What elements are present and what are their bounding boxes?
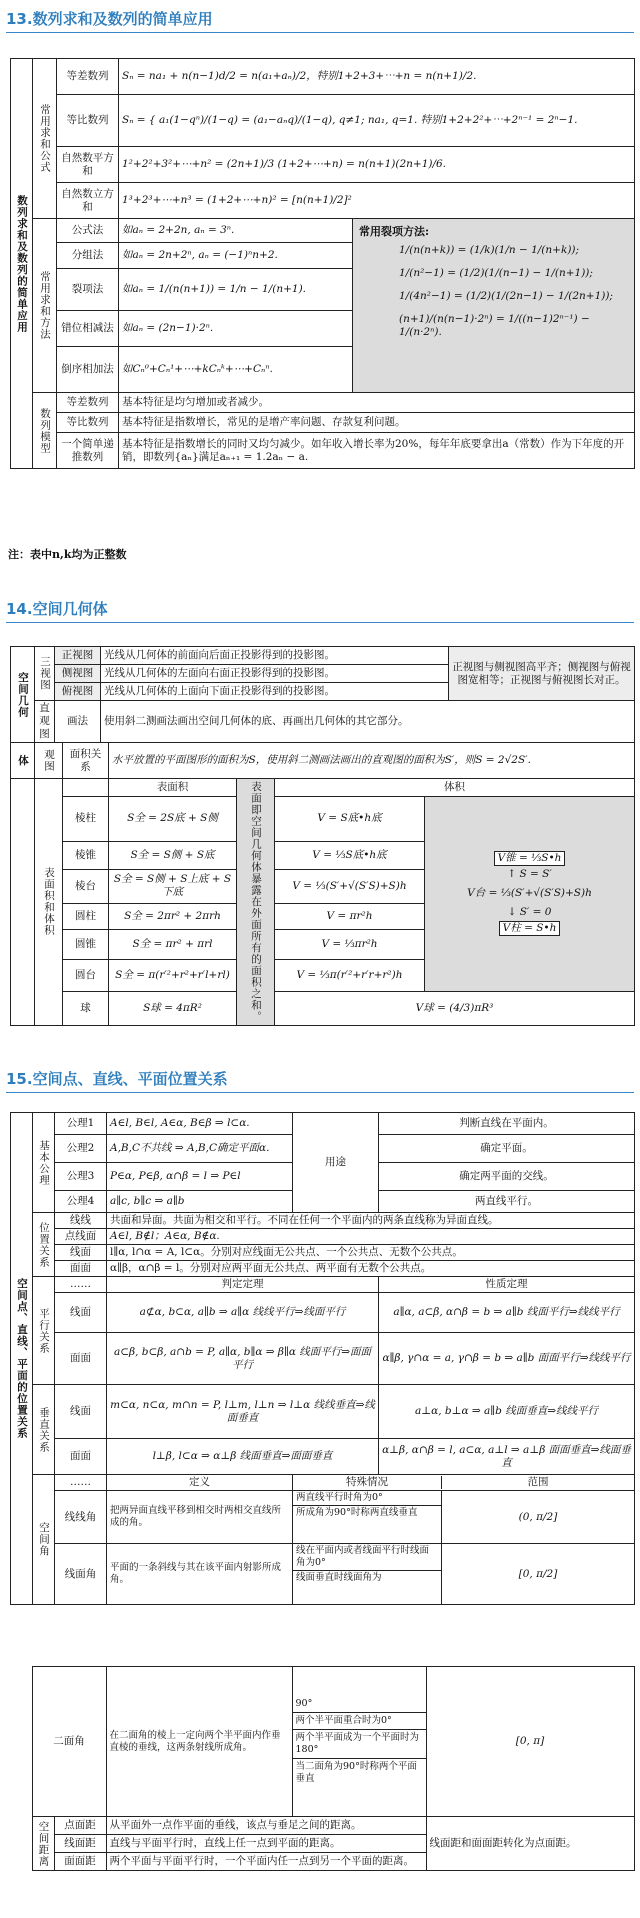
angle-range: (0, π/2] [518, 1510, 558, 1523]
angle-def: 平面的一条斜线与其在该平面内射影所成角。 [107, 1544, 293, 1605]
relation-formula: V台 = ⅓(S′+√(S′S)+S)h [467, 887, 592, 900]
area-relation-name: 面积关系 [63, 743, 109, 779]
row-label: 自然数平方和 [57, 147, 119, 183]
solid-name: 圆柱 [63, 903, 109, 929]
view-text: 光线从几何体的前面向后面正投影得到的投影图。 [101, 647, 449, 665]
row-label: 错位相减法 [57, 311, 119, 347]
angle-special: 所成角为90°时称两直线垂直 [296, 1507, 418, 1518]
solid-surface: S全 = S侧 + S底 [109, 841, 237, 869]
angle-special: 线在平面内或者线面平行时线面角为0° [293, 1544, 441, 1571]
parallel-name: 线面 [55, 1293, 107, 1333]
angle-special: 当二面角为90°时称两个平面垂直 [295, 1761, 417, 1784]
row-label: 等差数列 [57, 393, 119, 413]
row-formula: 如aₙ = 2n+2ⁿ, aₙ = (−1)ⁿn+2. [119, 243, 353, 269]
section-14-rule [6, 622, 634, 623]
angle-def: 在二面角的棱上一定向两个半平面内作垂直棱的垂线，这两条射线所成角。 [106, 1667, 292, 1817]
col-special: 特殊情况 [293, 1476, 442, 1489]
relation-formula: V锥 = ⅓S•h [494, 851, 566, 866]
row-text: 基本特征是均匀增加或者减少。 [119, 393, 635, 413]
position-name: 线线 [55, 1213, 107, 1229]
angle-special: 90° [293, 1696, 426, 1713]
solid-name: 圆锥 [63, 929, 109, 959]
perp-name: 面面 [55, 1439, 107, 1475]
position-name: 面面 [55, 1261, 107, 1277]
solid-surface: S球 = 4πR² [109, 991, 237, 1025]
axiom-name: 公理1 [55, 1113, 107, 1135]
axiom-name: 公理4 [55, 1191, 107, 1213]
distance-text: 两个平面与平面平行时，一个平面内任一点到另一个平面的距离。 [106, 1853, 426, 1871]
axiom-name: 公理2 [55, 1135, 107, 1163]
col-def: 定义 [107, 1475, 293, 1491]
row-text: 基本特征是指数增长的同时又均匀减少。如年收入增长率为20%，每年年底要拿出a（常数）作为下年度的开销，即数列{aₙ}满足aₙ₊₁ = 1.2aₙ − a. [119, 433, 635, 469]
split-method-title: 常用裂项方法: [359, 225, 430, 238]
parallel-property: a∥α, a⊂β, α∩β = b ⇒ a∥b 线面平行⇒线线平行 [379, 1293, 635, 1333]
split-formula: 1/(4n²−1) = (1/2)(1/(2n−1) − 1/(2n+1)); [399, 290, 613, 302]
direct-label: 直观图 [35, 701, 55, 743]
solid-volume: V = ⅓π(r′²+r′r+r²)h [275, 959, 425, 991]
row-label: 等差数列 [57, 59, 119, 95]
parallel-judge: a⊄α, b⊂α, a∥b ⇒ a∥α 线线平行⇒线面平行 [107, 1293, 379, 1333]
col-judge: 判定定理 [107, 1277, 379, 1293]
row-label: 分组法 [57, 243, 119, 269]
axioms-label: 基本公理 [33, 1113, 55, 1213]
solid-name: 棱台 [63, 869, 109, 903]
col-property: 性质定理 [379, 1277, 635, 1293]
row-formula: Sₙ = { a₁(1−qⁿ)/(1−q) = (a₁−aₙq)/(1−q), q≠1; na₁, q=1. 特别1+2+2²+⋯+2ⁿ⁻¹ = 2ⁿ−1. [119, 95, 635, 147]
direct-name: 画法 [55, 701, 101, 743]
solid-name: 圆台 [63, 959, 109, 991]
solid-surface: S全 = 2πr² + 2πrh [109, 903, 237, 929]
view-name: 俯视图 [55, 683, 101, 701]
views-group-label: 三视图 [35, 647, 55, 701]
perp-property: α⊥β, α∩β = l, a⊂α, a⊥l ⇒ a⊥β 面面垂直⇒线面垂直 [379, 1439, 635, 1475]
usage-text: 确定平面。 [379, 1135, 635, 1163]
solid-volume: V = ⅓πr²h [275, 929, 425, 959]
sec15-main-label: 空间点、直线、平面的位置关系 [11, 1113, 33, 1605]
area-relation-text: 水平放置的平面图形的面积为S，使用斜二测画法画出的直观图的面积为S′，则S = 2√2S′. [109, 743, 635, 779]
angle-special: 两个半平面成为一个平面时为180° [293, 1730, 426, 1759]
position-text: l∥α, l∩α = A, l⊂α。分别对应线面无公共点、一个公共点、无数个公共点。 [107, 1245, 635, 1261]
perp-judge: l⊥β, l⊂α ⇒ α⊥β 线面垂直⇒面面垂直 [107, 1439, 379, 1475]
col-range: 范围 [527, 1476, 549, 1488]
views-main-label: 空间几何 [11, 647, 35, 743]
parallel-property: α∥β, γ∩α = a, γ∩β = b ⇒ a∥b 面面平行⇒线线平行 [379, 1333, 635, 1385]
solids-intuitive-label: 观图 [35, 743, 63, 779]
row-label: 公式法 [57, 219, 119, 243]
angle-range: [0, π] [426, 1667, 634, 1817]
perp-property: a⊥α, b⊥α ⇒ a∥b 线面垂直⇒线线平行 [379, 1385, 635, 1439]
split-formula: 1/(n(n+k)) = (1/k)(1/n − 1/(n+k)); [399, 244, 580, 256]
row-formula: 1³+2³+⋯+n³ = (1+2+⋯+n)² = [n(n+1)/2]² [119, 183, 635, 219]
distance-name: 线面距 [54, 1835, 106, 1853]
position-text: A∈l, B∉l；A∈α, B∉α. [107, 1229, 635, 1245]
parallel-judge: a⊂β, b⊂β, a∩b = P, a∥α, b∥α ⇒ β∥α 线面平行⇒面面平行 [107, 1333, 379, 1385]
row-formula: Sₙ = na₁ + n(n−1)d/2 = n(a₁+aₙ)/2，特别1+2+3+⋯+n = n(n+1)/2. [119, 59, 635, 95]
surface-note: 表面即空间几何体暴露在外面所有的面积之和。 [237, 779, 275, 1026]
table-sequence-sum [10, 58, 635, 469]
angle-name: 二面角 [32, 1667, 106, 1817]
solid-name: 棱锥 [63, 841, 109, 869]
solid-surface: S全 = 2S底 + S侧 [109, 797, 237, 842]
row-label: 自然数立方和 [57, 183, 119, 219]
distance-note: 线面距和面面距转化为点面距。 [426, 1817, 634, 1871]
solid-volume: V球 = (4/3)πR³ [275, 991, 635, 1025]
row-label: 倒序相加法 [57, 347, 119, 393]
axiom-text: P∈α, P∈β, α∩β = l ⇒ P∈l [107, 1163, 293, 1191]
parallel-name: 面面 [55, 1333, 107, 1385]
section-14-title: 14.空间几何体 [6, 600, 108, 618]
row-text: 基本特征是指数增长，常见的是增产率问题、存款复利问题。 [119, 413, 635, 433]
angle-def: 把两异面直线平移到相交时两相交直线所成的角。 [107, 1491, 293, 1544]
direct-text: 使用斜二测画法画出空间几何体的底、再画出几何体的其它部分。 [101, 701, 635, 743]
row-label: 一个简单递推数列 [57, 433, 119, 469]
section-15-title: 15.空间点、直线、平面位置关系 [6, 1070, 228, 1088]
position-text: 共面和异面。共面为相交和平行。不同在任何一个平面内的两条直线称为异面直线。 [107, 1213, 635, 1229]
usage-label: 用途 [293, 1113, 379, 1213]
solid-volume: V = S底•h底 [275, 797, 425, 842]
position-name: 线面 [55, 1245, 107, 1261]
usage-text: 判断直线在平面内。 [379, 1113, 635, 1135]
sec13-main-label: 数列求和及数列的简单应用 [11, 59, 33, 469]
view-text: 光线从几何体的上面向下面正投影得到的投影图。 [101, 683, 449, 701]
section-15-rule [6, 1092, 634, 1093]
view-text: 光线从几何体的左面向右面正投影得到的投影图。 [101, 665, 449, 683]
solid-surface: S全 = S侧 + S上底 + S下底 [109, 869, 237, 903]
row-formula: 如aₙ = 1/(n(n+1)) = 1/n − 1/(n+1). [119, 269, 353, 311]
axiom-text: A∈l, B∈l, A∈α, B∈β ⇒ l⊂α. [107, 1113, 293, 1135]
table-dihedral-distance [10, 1666, 635, 1871]
solid-surface: S全 = π(r′²+r²+r′l+rl) [109, 959, 237, 991]
axiom-name: 公理3 [55, 1163, 107, 1191]
view-name: 侧视图 [55, 665, 101, 683]
angle-special: 线面垂直时线面角为 [296, 1572, 382, 1583]
axiom-text: A,B,C不共线 ⇒ A,B,C确定平面α. [107, 1135, 293, 1163]
perp-name: 线面 [55, 1385, 107, 1439]
col-volume: 体积 [275, 779, 635, 797]
position-text: α∥β，α∩β = l。分别对应两平面无公共点、两平面有无数个公共点。 [107, 1261, 635, 1277]
angle-name: 线线角 [55, 1491, 107, 1544]
angle-special: 两个半平面重合时为0° [293, 1713, 426, 1730]
solid-name: 棱柱 [63, 797, 109, 842]
sec13-note: 注：表中n,k均为正整数 [8, 548, 127, 561]
distance-name: 面面距 [54, 1853, 106, 1871]
row-formula: 如aₙ = (2n−1)·2ⁿ. [119, 311, 353, 347]
row-formula: 如aₙ = 2+2n, aₙ = 3ⁿ. [119, 219, 353, 243]
arrow-down-icon: ↓ S′ = 0 [507, 906, 552, 919]
distance-label: 空间距离 [32, 1817, 54, 1871]
solid-volume: V = πr²h [275, 903, 425, 929]
perp-label: 垂直关系 [33, 1385, 55, 1475]
table-solids [10, 742, 635, 1026]
axiom-text: a∥c, b∥c ⇒ a∥b [107, 1191, 293, 1213]
solids-main-label: 体 [11, 743, 35, 779]
row-label: 等比数列 [57, 413, 119, 433]
parallel-label: 平行关系 [33, 1277, 55, 1385]
sec13-group-model: 数列模型 [33, 393, 57, 469]
section-13-title: 13.数列求和及数列的简单应用 [6, 10, 213, 28]
relation-formula: S′ = 0 [519, 906, 552, 919]
split-formula: 1/(n²−1) = (1/2)(1/(n−1) − 1/(n+1)); [399, 267, 593, 279]
position-label: 位置关系 [33, 1213, 55, 1277]
view-name: 正视图 [55, 647, 101, 665]
row-formula: 1²+2²+3²+⋯+n² = (2n+1)/3 (1+2+⋯+n) = n(n+1)(2n+1)/6. [119, 147, 635, 183]
solid-surface: S全 = πr² + πrl [109, 929, 237, 959]
arrow-up-icon: ↑ S = S′ [507, 868, 552, 881]
usage-text: 确定两平面的交线。 [379, 1163, 635, 1191]
solid-volume: V = ⅓(S′+√(S′S)+S)h [275, 869, 425, 903]
split-formula: (n+1)/(n(n−1)·2ⁿ) = 1/((n−1)2ⁿ⁻¹) − 1/(n·2ⁿ). [399, 313, 590, 338]
solid-name: 球 [63, 991, 109, 1025]
table-space-relations [10, 1112, 635, 1605]
col-surface: 表面积 [109, 779, 237, 797]
solid-volume: V = ⅓S底•h底 [275, 841, 425, 869]
distance-text: 从平面外一点作平面的垂线，该点与垂足之间的距离。 [106, 1817, 426, 1835]
usage-text: 两直线平行。 [379, 1191, 635, 1213]
position-name: 点线面 [55, 1229, 107, 1245]
sec13-group-method: 常用求和方法 [33, 219, 57, 393]
dots: …… [55, 1475, 107, 1491]
angle-name: 线面角 [55, 1544, 107, 1605]
row-label: 等比数列 [57, 95, 119, 147]
row-formula: 如Cₙ⁰+Cₙ¹+⋯+kCₙᵏ+⋯+Cₙⁿ. [119, 347, 353, 393]
relation-formula: S = S′ [519, 868, 552, 881]
solids-group-label: 表面积和体积 [35, 779, 63, 1026]
distance-name: 点面距 [54, 1817, 106, 1835]
angle-range: [0, π/2] [518, 1567, 558, 1580]
table-views [10, 646, 635, 743]
angle-special: 两直线平行时角为0° [293, 1491, 441, 1506]
distance-text: 直线与平面平行时，直线上任一点到平面的距离。 [106, 1835, 426, 1853]
section-13-rule [6, 32, 634, 33]
perp-judge: m⊂α, n⊂α, m∩n = P, l⊥m, l⊥n ⇒ l⊥α 线线垂直⇒线面垂直 [107, 1385, 379, 1439]
dots: …… [55, 1277, 107, 1293]
relation-formula: V柱 = S•h [499, 921, 561, 936]
angle-label: 空间角 [33, 1475, 55, 1605]
row-label: 裂项法 [57, 269, 119, 311]
view-rule: 正视图与侧视图高平齐；侧视图与俯视图宽相等；正视图与俯视图长对正。 [449, 647, 635, 701]
sec13-group-formula: 常用求和公式 [33, 59, 57, 219]
